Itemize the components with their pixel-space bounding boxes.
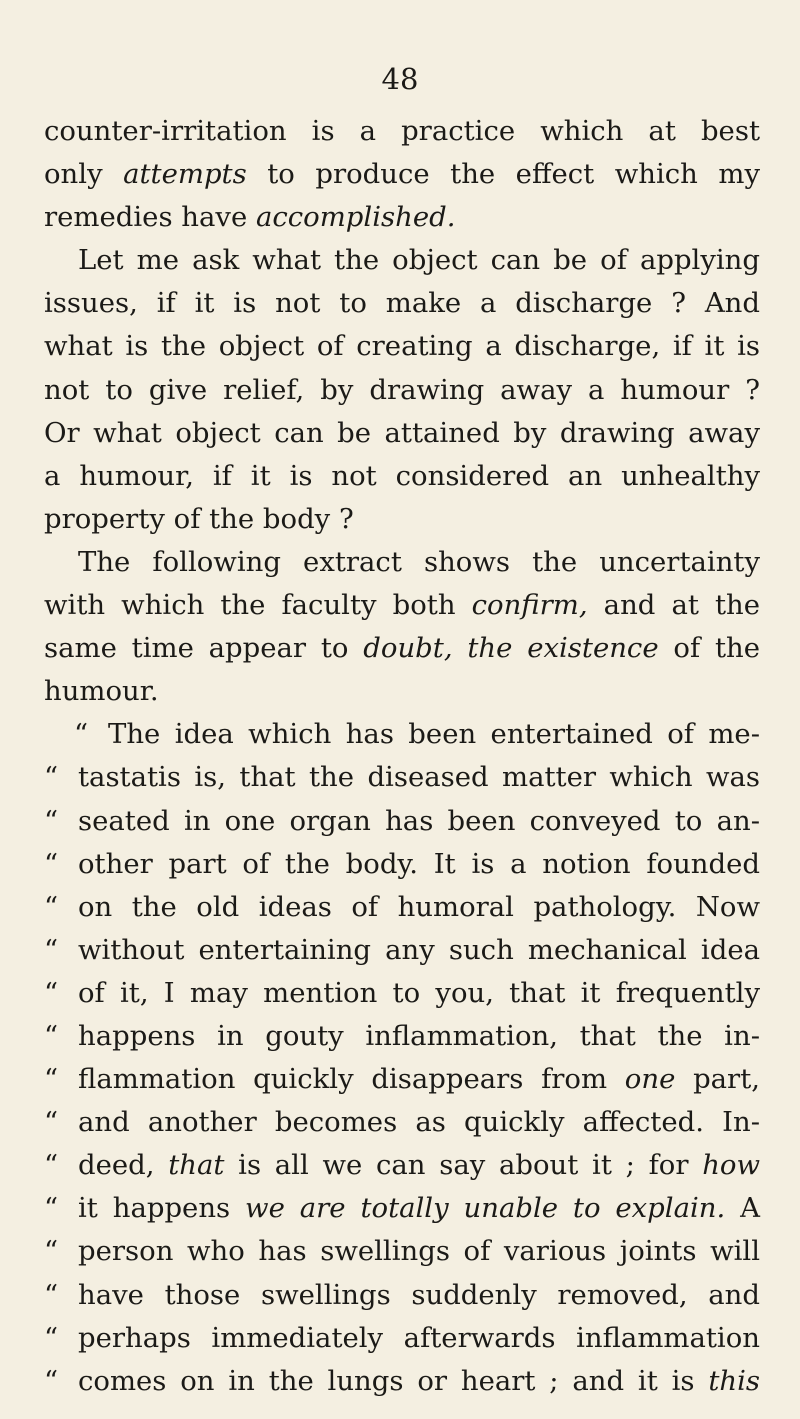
text-run: and another becomes as quickly affected. In-: [78, 1106, 760, 1139]
text-run: on the old ideas of humoral pathology. Now: [78, 890, 760, 923]
text-line: [44, 325, 760, 368]
text-line: [44, 670, 760, 713]
italic-text: confirm,: [471, 589, 588, 622]
quote-mark: “: [44, 847, 59, 880]
text-run: same time appear to: [44, 632, 364, 665]
text-run: flammation quickly disappears from: [78, 1063, 625, 1096]
text-run: remedies have: [44, 201, 256, 234]
text-line: [44, 1187, 760, 1230]
italic-text: how: [702, 1149, 760, 1182]
text-line: [44, 412, 760, 455]
text-run: Or what object can be attained by drawing away: [44, 416, 760, 449]
text-run: property of the body ?: [44, 502, 354, 535]
text-line: [44, 1058, 760, 1101]
text-run: person who has swellings of various joints will: [78, 1235, 760, 1268]
text-line: [44, 110, 760, 153]
text-run: of the: [658, 632, 760, 665]
text-line: [44, 369, 760, 412]
text-run: it happens: [78, 1192, 246, 1225]
text-run: part,: [675, 1063, 761, 1096]
quote-mark: “: [44, 1321, 59, 1354]
text-run: with which the faculty both: [44, 589, 472, 622]
text-run: not to give relief, by drawing away a humour ?: [44, 373, 760, 406]
text-run: a humour, if it is not considered an unhealthy: [44, 459, 760, 492]
text-line: [44, 843, 760, 886]
text-run: is all we can say about it ; for: [224, 1149, 703, 1182]
quote-mark: “: [44, 1278, 59, 1311]
text-run: A: [725, 1192, 760, 1225]
text-run: issues, if it is not to make a discharge ? And: [44, 287, 760, 320]
text-line: [44, 153, 760, 196]
quote-mark: “: [44, 1106, 59, 1139]
italic-text: accomplished.: [255, 201, 456, 234]
text-line: [44, 282, 760, 325]
text-run: have those swellings suddenly removed, and: [78, 1278, 760, 1311]
text-line: [44, 196, 760, 239]
quote-mark: “: [44, 804, 59, 837]
text-run: what is the object of creating a discharge, if it is: [44, 330, 760, 363]
quote-mark: “: [74, 718, 89, 751]
text-run: comes on in the lungs or heart ; and it is: [78, 1364, 709, 1397]
text-line: [44, 756, 760, 799]
text-run: to produce the effect which my: [246, 158, 761, 191]
quote-mark: “: [44, 1235, 59, 1268]
page-number: 48: [381, 62, 419, 96]
text-line: [44, 1144, 760, 1187]
text-run: humour.: [44, 675, 159, 708]
quote-mark: “: [44, 1364, 59, 1397]
text-line: [44, 1230, 760, 1273]
italic-text: we are totally unable to explain.: [245, 1192, 726, 1225]
body-text: [44, 110, 760, 1403]
quote-mark: “: [44, 1192, 59, 1225]
text-line: [44, 1274, 760, 1317]
text-line: [44, 584, 760, 627]
text-line: [44, 1317, 760, 1360]
text-line: [44, 498, 760, 541]
text-line: [44, 455, 760, 498]
text-line: [44, 627, 760, 670]
text-run: The following extract shows the uncertainty: [78, 545, 760, 578]
italic-text: one: [624, 1063, 676, 1096]
text-run: without entertaining any such mechanical idea: [78, 933, 760, 966]
italic-text: this: [708, 1364, 760, 1397]
text-line: [44, 800, 760, 843]
text-run: counter-irritation is a practice which at best: [44, 115, 760, 147]
text-run: deed,: [78, 1149, 169, 1182]
text-line: [44, 239, 760, 282]
text-line: [44, 541, 760, 584]
text-run: Let me ask what the object can be of applying: [78, 244, 760, 277]
text-run: The idea which has been entertained of me-: [108, 718, 760, 751]
text-run: perhaps immediately afterwards inflammation: [78, 1321, 760, 1354]
text-line: [44, 1015, 760, 1058]
quote-mark: “: [44, 933, 59, 966]
text-line: [44, 972, 760, 1015]
quote-mark: “: [44, 890, 59, 923]
text-line: [44, 1101, 760, 1144]
italic-text: attempts: [123, 158, 247, 191]
text-line: [44, 929, 760, 972]
quote-mark: “: [44, 1019, 59, 1052]
text-run: seated in one organ has been conveyed to an-: [78, 804, 760, 837]
quote-mark: “: [44, 976, 59, 1009]
text-run: of it, I may mention to you, that it frequently: [78, 976, 760, 1009]
text-line: [44, 713, 760, 756]
text-run: happens in gouty inflammation, that the in-: [78, 1019, 760, 1052]
quote-mark: “: [44, 1063, 59, 1096]
text-run: tastatis is, that the diseased matter which was: [78, 761, 760, 794]
italic-text: that: [168, 1149, 225, 1182]
text-run: other part of the body. It is a notion founded: [78, 847, 760, 880]
text-line: [44, 1360, 760, 1403]
text-run: and at the: [587, 589, 760, 622]
italic-text: doubt, the existence: [363, 632, 659, 665]
text-line: [44, 886, 760, 929]
quote-mark: “: [44, 761, 59, 794]
quote-mark: “: [44, 1149, 59, 1182]
text-run: only: [44, 158, 124, 191]
